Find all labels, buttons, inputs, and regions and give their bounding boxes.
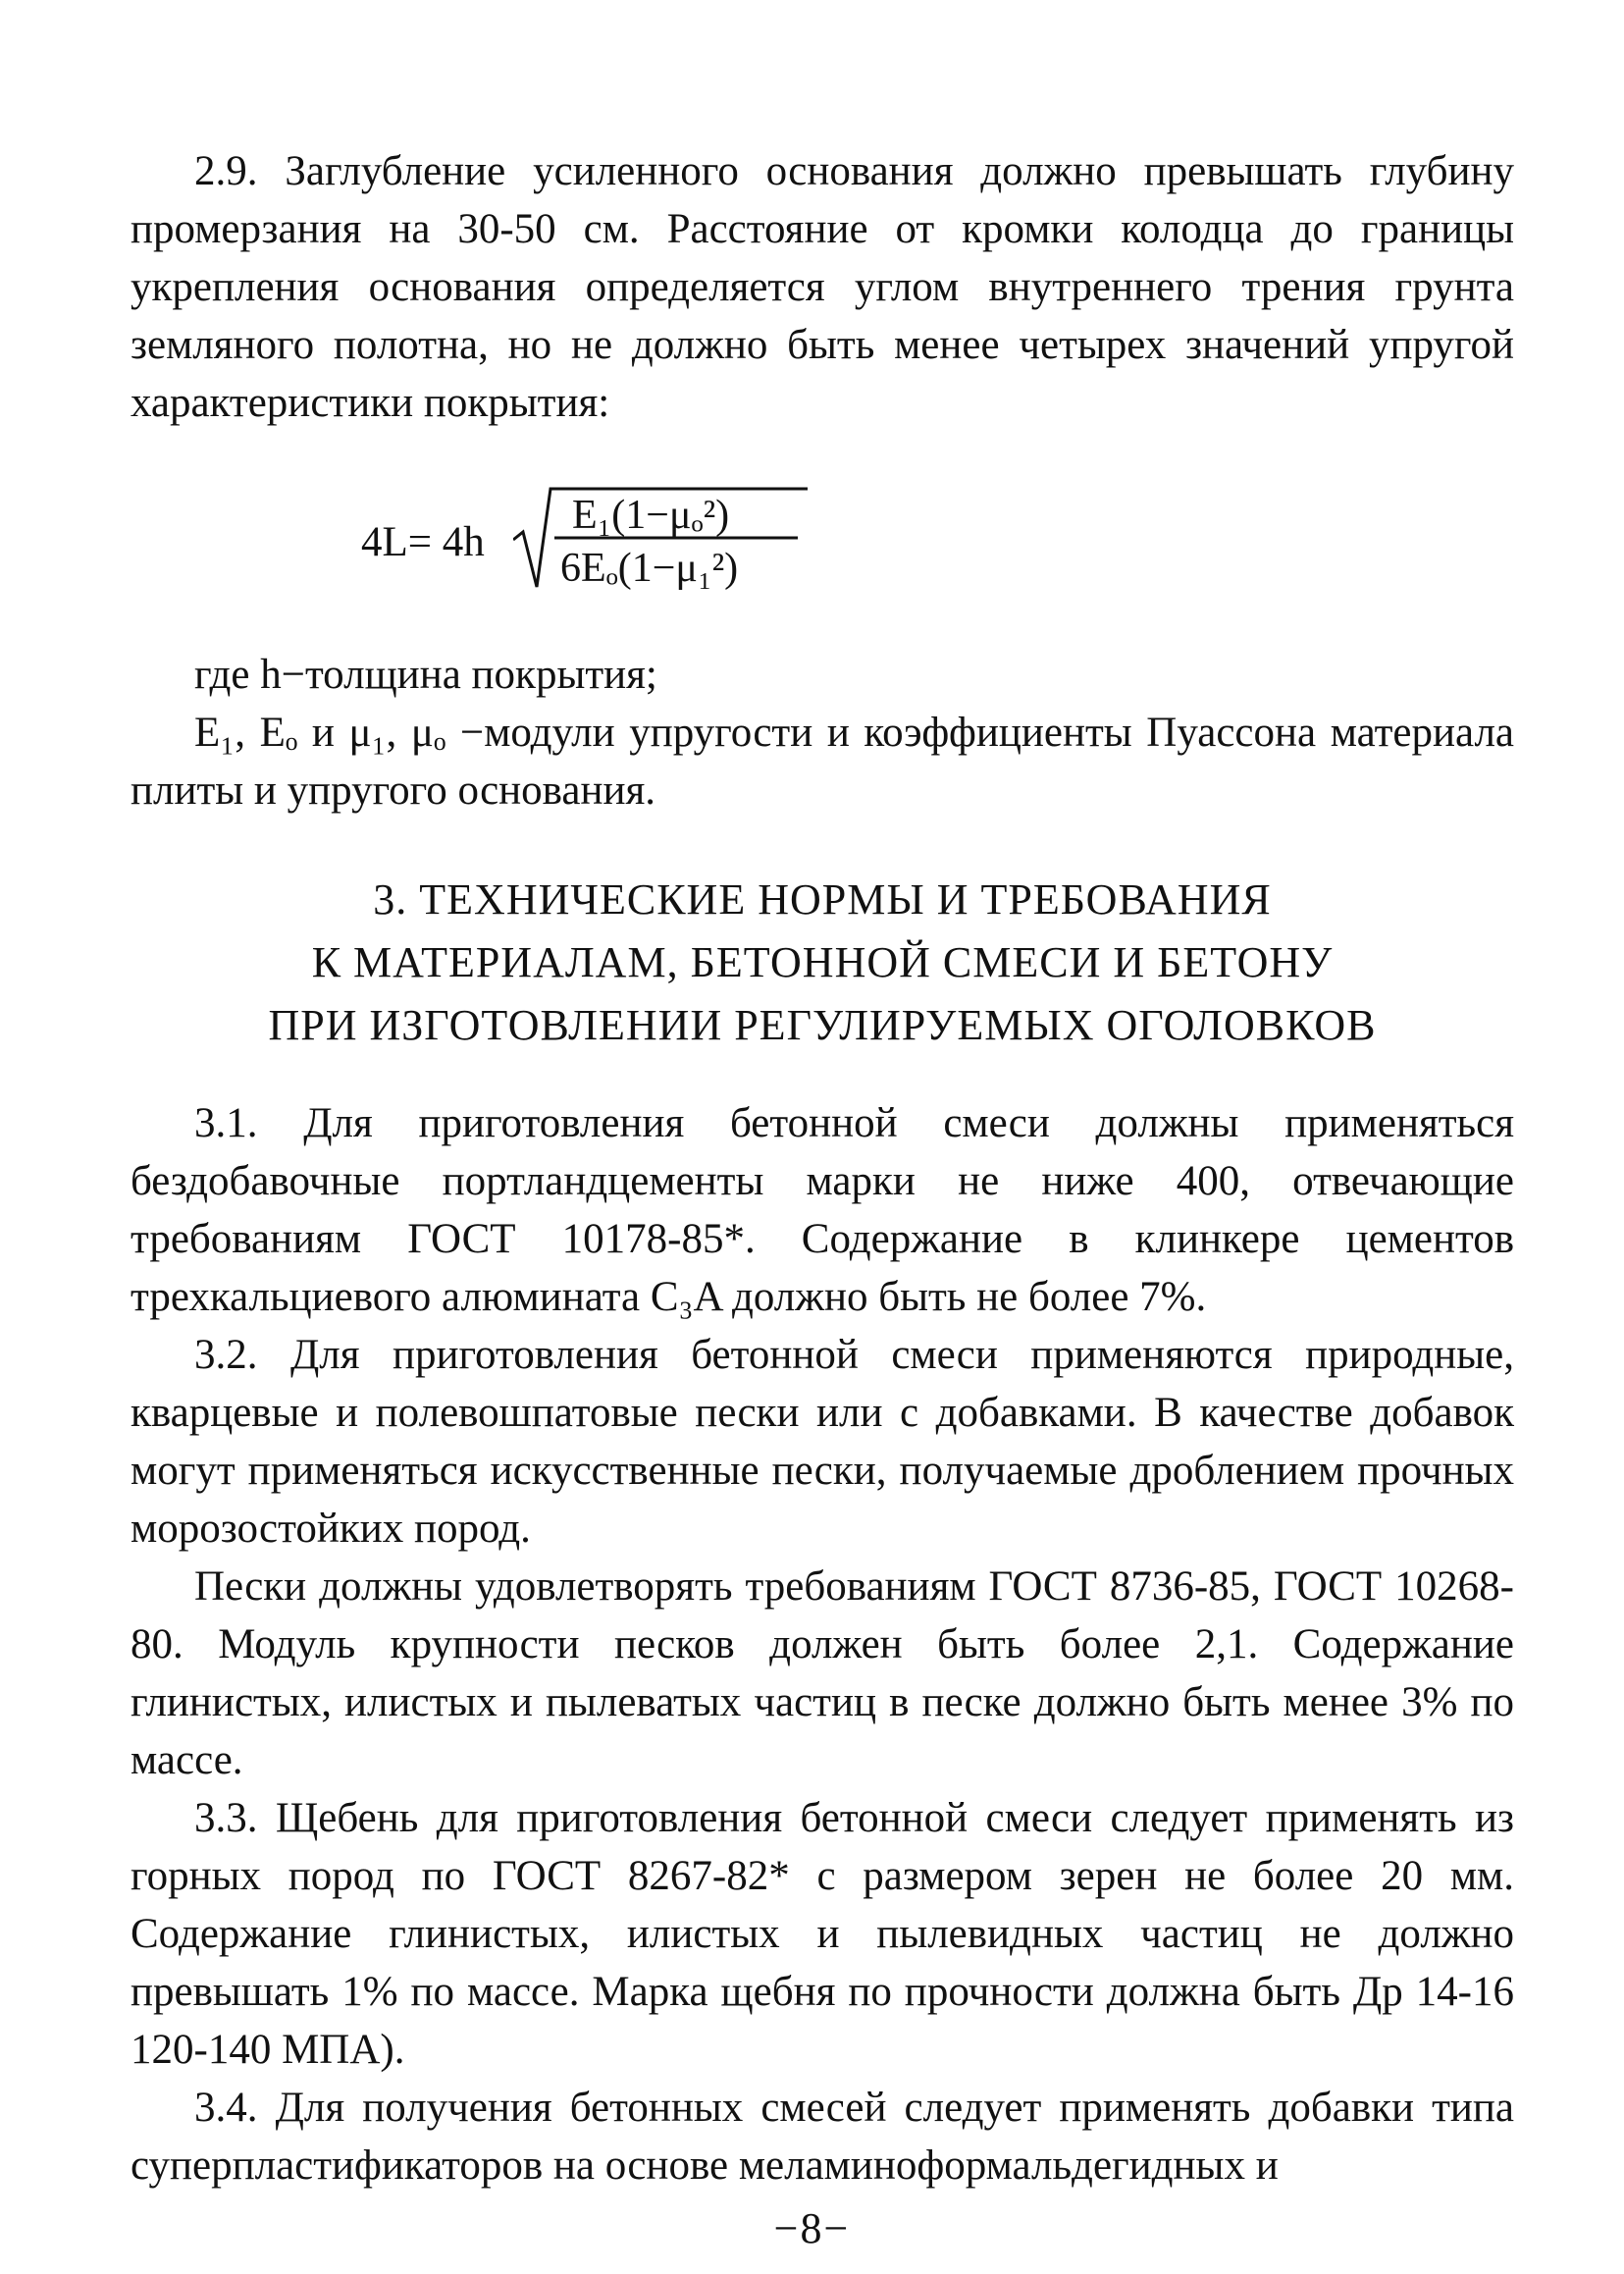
section-3-heading [131, 869, 1514, 1057]
formula-numerator: E₁(1−μₒ²) [572, 493, 730, 538]
heading-line-3: ПРИ ИЗГОТОВЛЕНИИ РЕГУЛИРУЕМЫХ ОГОЛОВКОВ [268, 1001, 1377, 1049]
formula-radical [513, 471, 808, 599]
paragraph-2-9-text: 2.9. Заглубление усиленного основания должно превышать глубину промерзания на 30-50 см. Расстояние от кромки колодца до границы укрепления основания определяется углом внутреннего трения грунта земляного полотна, но не должно быть менее четырех значений упругой характеристики покрытия: [131, 148, 1514, 426]
formula-legend [131, 646, 1514, 820]
heading-line-1: 3. ТЕХНИЧЕСКИЕ НОРМЫ И ТРЕБОВАНИЯ [373, 875, 1272, 924]
formula-denominator: 6Eₒ(1−μ₁²) [560, 546, 739, 591]
section-3-body [131, 1094, 1514, 2195]
paragraph-3-2: 3.2. Для приготовления бетонной смеси применяются природные, кварцевые и полевошпатовые пески или с добавками. В качестве добавок могут применяться искусственные пески, получаемые дроблением прочных морозостойких пород. [131, 1332, 1514, 1552]
page-number: −8− [773, 2204, 851, 2252]
paragraph-3-3: 3.3. Щебень для приготовления бетонной смеси следует применять из горных пород по ГОСТ 8267-82* с размером зерен не более 20 мм. Содержание глинистых, илистых и пылевидных частиц не должно превышать 1% по массе. Марка щебня по прочности должна быть Др 14-16 120-140 МПА). [131, 1795, 1514, 2073]
paragraph-2-9 [131, 142, 1514, 432]
formula-lhs: 4L= 4h [361, 519, 485, 565]
heading-line-2: К МАТЕРИАЛАМ, БЕТОННОЙ СМЕСИ И БЕТОНУ [311, 938, 1334, 986]
paragraph-3-2-sands: Пески должны удовлетворять требованиям ГОСТ 8736-85, ГОСТ 10268-80. Модуль крупности песков должен быть более 2,1. Содержание глинистых, илистых и пылеватых частиц в песке должно быть менее 3% по массе. [131, 1563, 1514, 1783]
formula-block [361, 471, 812, 599]
paragraph-3-4: 3.4. Для получения бетонных смесей следует применять добавки типа суперпластификаторов на основе меламиноформальдегидных и [131, 2085, 1514, 2189]
paragraph-3-1: 3.1. Для приготовления бетонной смеси должны применяться бездобавочные портландцементы марки не ниже 400, отвечающие требованиям ГОСТ 10178-85*. Содержание в клинкере цементов трехкальциевого алюмината C₃A должно быть не более 7%. [131, 1100, 1514, 1320]
legend-line-moduli: E₁, Eₒ и μ₁, μₒ −модули упругости и коэффициенты Пуассона материала плиты и упругого основания. [131, 710, 1514, 814]
legend-line-h: где h−толщина покрытия; [194, 652, 657, 698]
